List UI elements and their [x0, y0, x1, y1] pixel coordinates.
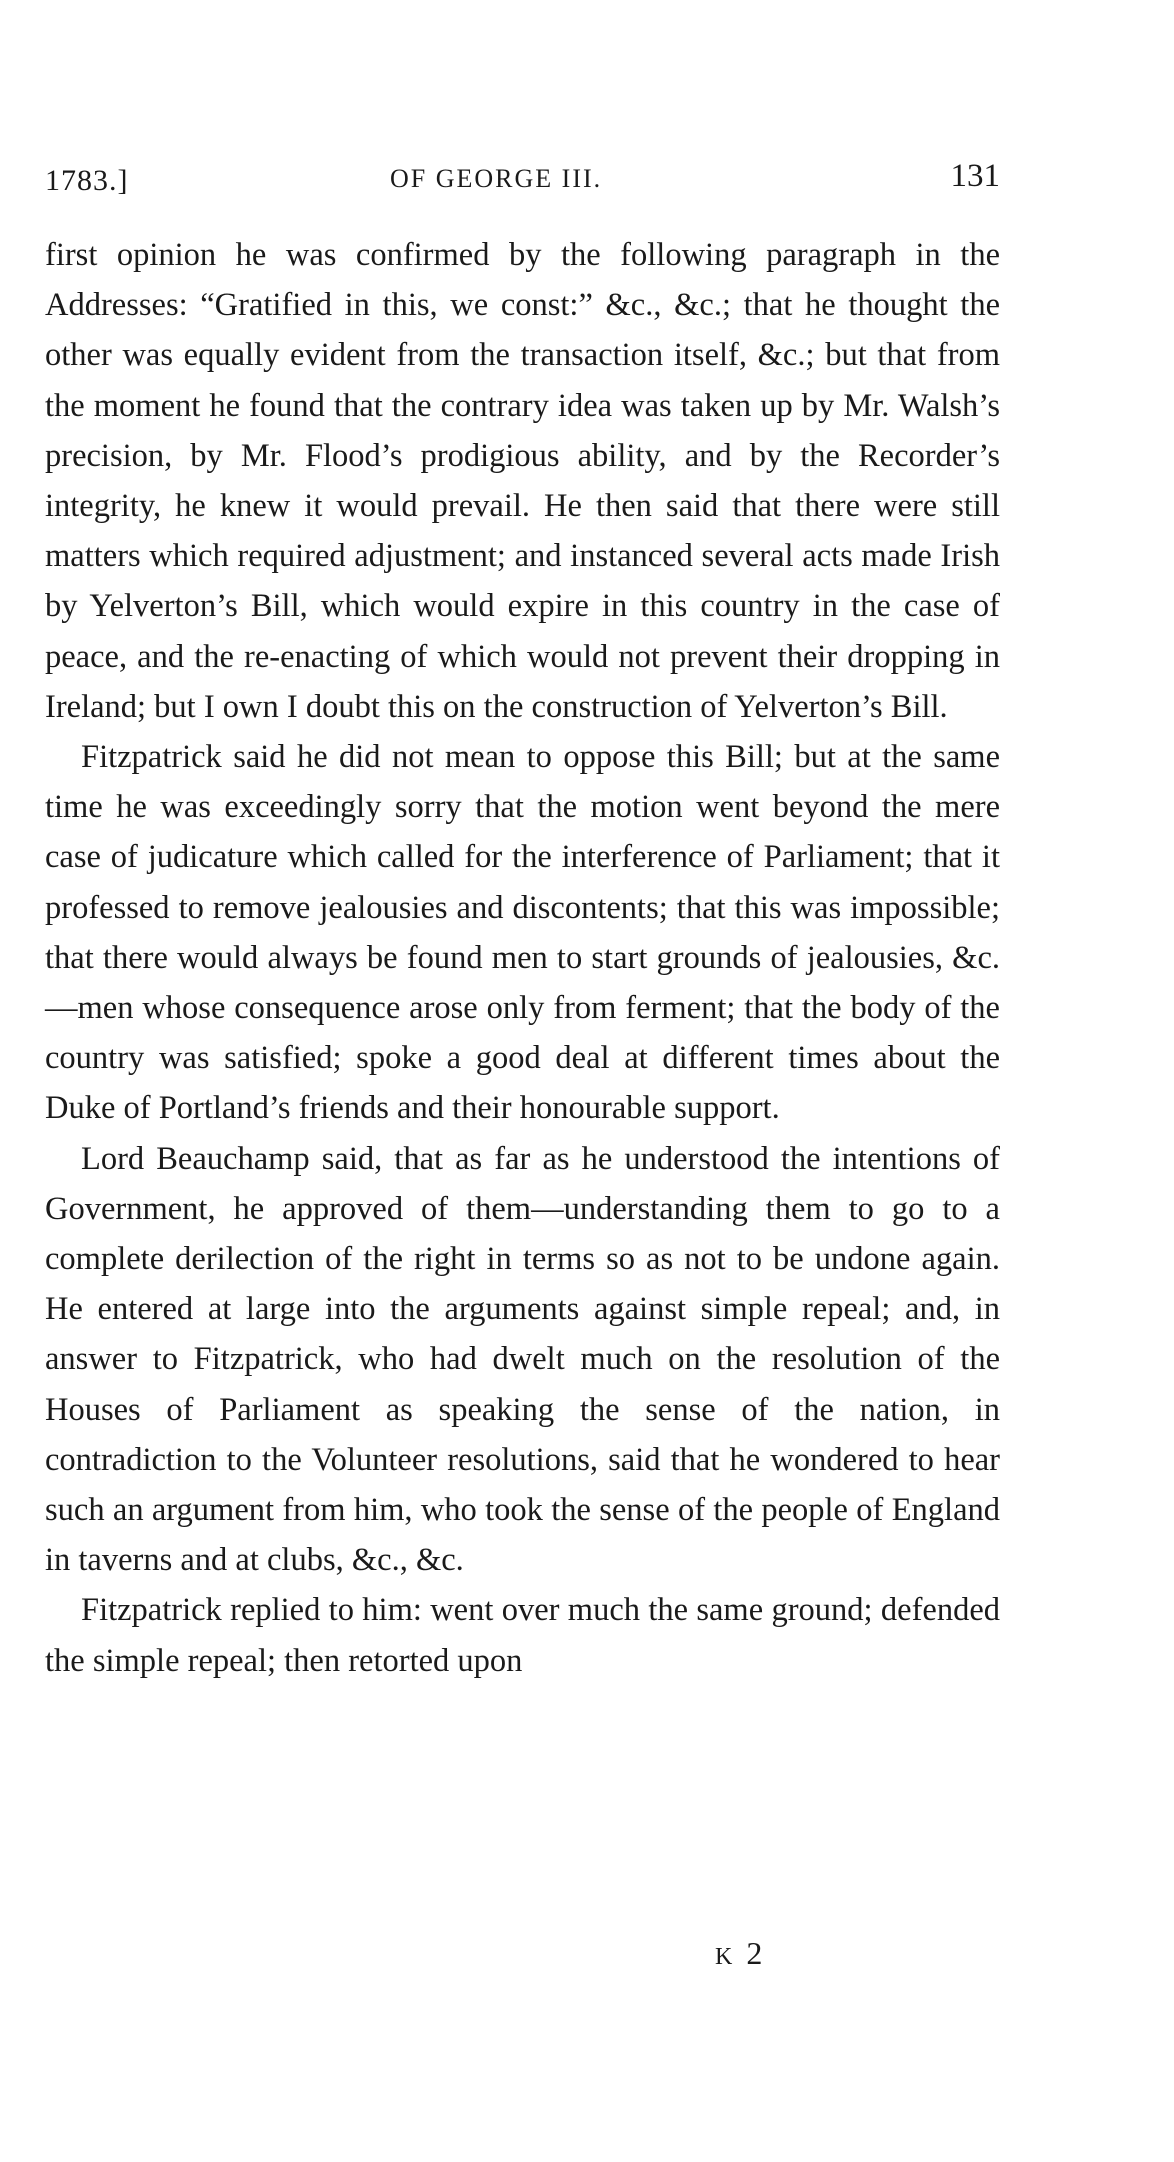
signature-number: 2: [746, 1935, 767, 1971]
page-number: 131: [950, 158, 1000, 194]
signature-letter: K: [715, 1944, 735, 1970]
paragraph-3: Lord Beauchamp said, that as far as he understood the intentions of Government, he approved of them—understanding them to go to a complete derilection of the right in terms so as not to be undone again. He entered at large into the arguments against simple repeal; and, in answer to Fitzpatrick, who had dwelt much on the resolution of the Houses of Parliament as speaking the sense of the nation, in contradiction to the Volunteer resolutions, said that he wondered to hear such an argument from him, who took the sense of the people of England in taverns and at clubs, &c., &c.: [45, 1140, 1000, 1579]
paragraph-2: Fitzpatrick said he did not mean to oppose this Bill; but at the same time he was exceedingly sorry that the motion went beyond the mere case of judicature which called for the interference of Parliament; that it professed to remove jealousies and discontents; that this was impossible; that there would always be found men to start grounds of jealousies, &c.—men whose consequence arose only from ferment; that the body of the country was satisfied; spoke a good deal at different times about the Duke of Portland’s friends and their honourable support.: [45, 739, 1000, 1127]
signature-mark: [715, 1935, 766, 1972]
book-page: [45, 150, 1000, 1686]
body-text: [45, 230, 1000, 1686]
paragraph-4: Fitzpatrick replied to him: went over much the same ground; defended the simple repeal; then retorted upon: [45, 1592, 1000, 1679]
running-header: [45, 150, 1000, 210]
header-year: 1783.]: [45, 164, 129, 197]
paragraph-1: first opinion he was confirmed by the following paragraph in the Addresses: “Gratified in this, we const:” &c., &c.; that he thought the other was equally evident from the transaction itself, &c.; but that from the moment he found that the contrary idea was taken up by Mr. Walsh’s precision, by Mr. Flood’s prodigious ability, and by the Recorder’s integrity, he knew it would prevail. He then said that there were still matters which required adjustment; and instanced several acts made Irish by Yelverton’s Bill, which would expire in this country in the case of peace, and the re-enacting of which would not prevent their dropping in Ireland; but I own I doubt this on the construction of Yelverton’s Bill.: [45, 237, 1000, 725]
running-title: OF GEORGE III.: [390, 164, 603, 193]
